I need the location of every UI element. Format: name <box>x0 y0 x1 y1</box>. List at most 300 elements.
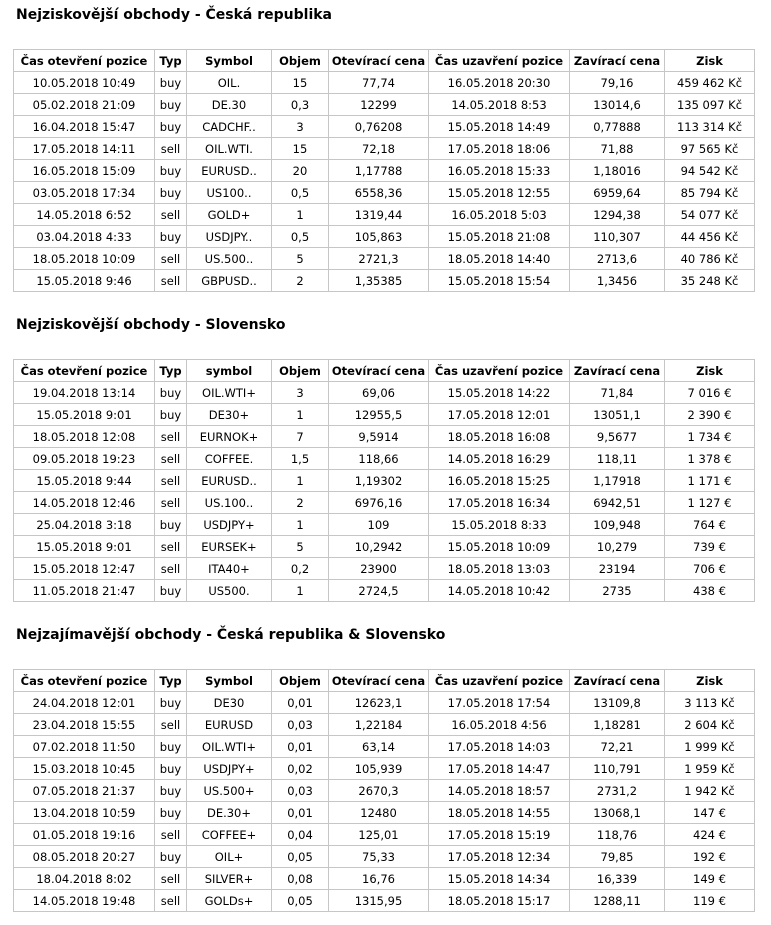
cell-profit: 706 € <box>665 558 755 580</box>
cell-profit: 764 € <box>665 514 755 536</box>
col-header-type: Typ <box>155 50 187 72</box>
cell-close-time: 14.05.2018 8:53 <box>429 94 570 116</box>
col-header-type: Typ <box>155 360 187 382</box>
col-header-close-time: Čas uzavření pozice <box>429 360 570 382</box>
cell-open-price: 69,06 <box>329 382 429 404</box>
cell-symbol: OIL+ <box>187 846 272 868</box>
cell-open-time: 09.05.2018 19:23 <box>14 448 155 470</box>
cell-open-time: 05.02.2018 21:09 <box>14 94 155 116</box>
cell-open-time: 07.05.2018 21:37 <box>14 780 155 802</box>
cell-close-time: 16.05.2018 15:25 <box>429 470 570 492</box>
trades-table-sk <box>13 359 755 602</box>
cell-volume: 5 <box>272 536 329 558</box>
cell-symbol: CADCHF.. <box>187 116 272 138</box>
trades-table-cz <box>13 49 755 292</box>
cell-profit: 1 127 € <box>665 492 755 514</box>
cell-close-time: 15.05.2018 10:09 <box>429 536 570 558</box>
cell-open-time: 16.04.2018 15:47 <box>14 116 155 138</box>
cell-open-price: 16,76 <box>329 868 429 890</box>
cell-symbol: EURSEK+ <box>187 536 272 558</box>
cell-close-time: 17.05.2018 12:34 <box>429 846 570 868</box>
section-title-sk: Nejziskovější obchody - Slovensko <box>16 317 286 333</box>
cell-open-time: 13.04.2018 10:59 <box>14 802 155 824</box>
cell-open-price: 105,863 <box>329 226 429 248</box>
table-row <box>14 558 755 580</box>
col-header-type: Typ <box>155 670 187 692</box>
cell-volume: 1 <box>272 580 329 602</box>
cell-close-price: 71,88 <box>570 138 665 160</box>
cell-type: sell <box>155 824 187 846</box>
cell-type: buy <box>155 382 187 404</box>
table-row <box>14 72 755 94</box>
cell-symbol: US.500.. <box>187 248 272 270</box>
cell-profit: 438 € <box>665 580 755 602</box>
cell-type: sell <box>155 536 187 558</box>
col-header-symbol: Symbol <box>187 670 272 692</box>
cell-profit: 35 248 Kč <box>665 270 755 292</box>
cell-open-price: 125,01 <box>329 824 429 846</box>
col-header-profit: Zisk <box>665 360 755 382</box>
cell-symbol: USDJPY+ <box>187 514 272 536</box>
table-row <box>14 514 755 536</box>
col-header-symbol: Symbol <box>187 50 272 72</box>
cell-close-price: 110,307 <box>570 226 665 248</box>
table-row <box>14 116 755 138</box>
cell-close-time: 17.05.2018 14:47 <box>429 758 570 780</box>
cell-symbol: COFFEE+ <box>187 824 272 846</box>
cell-open-price: 1,17788 <box>329 160 429 182</box>
cell-close-price: 71,84 <box>570 382 665 404</box>
cell-open-time: 15.05.2018 9:01 <box>14 536 155 558</box>
table-row <box>14 182 755 204</box>
cell-symbol: ITA40+ <box>187 558 272 580</box>
col-header-volume: Objem <box>272 50 329 72</box>
cell-volume: 5 <box>272 248 329 270</box>
table-row <box>14 780 755 802</box>
table-row <box>14 714 755 736</box>
cell-open-time: 16.05.2018 15:09 <box>14 160 155 182</box>
cell-close-price: 13014,6 <box>570 94 665 116</box>
cell-type: sell <box>155 270 187 292</box>
cell-type: sell <box>155 470 187 492</box>
cell-open-time: 08.05.2018 20:27 <box>14 846 155 868</box>
cell-profit: 94 542 Kč <box>665 160 755 182</box>
cell-close-price: 118,76 <box>570 824 665 846</box>
cell-close-price: 1,18281 <box>570 714 665 736</box>
cell-open-price: 118,66 <box>329 448 429 470</box>
cell-volume: 0,01 <box>272 692 329 714</box>
cell-volume: 0,2 <box>272 558 329 580</box>
cell-type: buy <box>155 758 187 780</box>
table-row <box>14 536 755 558</box>
cell-profit: 1 734 € <box>665 426 755 448</box>
cell-type: buy <box>155 182 187 204</box>
cell-type: buy <box>155 780 187 802</box>
cell-close-time: 15.05.2018 8:33 <box>429 514 570 536</box>
cell-symbol: DE30+ <box>187 404 272 426</box>
cell-symbol: EURUSD <box>187 714 272 736</box>
table-row <box>14 382 755 404</box>
cell-profit: 135 097 Kč <box>665 94 755 116</box>
cell-close-price: 79,85 <box>570 846 665 868</box>
cell-type: sell <box>155 138 187 160</box>
cell-close-time: 15.05.2018 14:49 <box>429 116 570 138</box>
cell-symbol: OIL. <box>187 72 272 94</box>
table-row <box>14 492 755 514</box>
cell-profit: 119 € <box>665 890 755 912</box>
cell-volume: 0,01 <box>272 802 329 824</box>
cell-open-price: 23900 <box>329 558 429 580</box>
cell-volume: 0,5 <box>272 182 329 204</box>
cell-symbol: COFFEE. <box>187 448 272 470</box>
cell-symbol: EURNOK+ <box>187 426 272 448</box>
cell-open-time: 14.05.2018 19:48 <box>14 890 155 912</box>
cell-symbol: SILVER+ <box>187 868 272 890</box>
cell-open-time: 23.04.2018 15:55 <box>14 714 155 736</box>
cell-close-price: 9,5677 <box>570 426 665 448</box>
cell-close-price: 23194 <box>570 558 665 580</box>
cell-close-price: 79,16 <box>570 72 665 94</box>
cell-close-time: 16.05.2018 20:30 <box>429 72 570 94</box>
cell-open-price: 0,76208 <box>329 116 429 138</box>
cell-close-time: 15.05.2018 14:34 <box>429 868 570 890</box>
cell-open-price: 12480 <box>329 802 429 824</box>
cell-close-price: 1,3456 <box>570 270 665 292</box>
table-row <box>14 248 755 270</box>
cell-symbol: OIL.WTI+ <box>187 736 272 758</box>
cell-symbol: US.100.. <box>187 492 272 514</box>
table-header-row <box>14 670 755 692</box>
section-title-cz-sk: Nejzajímavější obchody - Česká republika & Slovensko <box>16 627 446 643</box>
cell-symbol: OIL.WTI+ <box>187 382 272 404</box>
cell-volume: 1 <box>272 470 329 492</box>
cell-open-price: 1,22184 <box>329 714 429 736</box>
cell-profit: 1 171 € <box>665 470 755 492</box>
cell-type: buy <box>155 116 187 138</box>
cell-close-price: 2713,6 <box>570 248 665 270</box>
table-row <box>14 868 755 890</box>
cell-profit: 85 794 Kč <box>665 182 755 204</box>
cell-profit: 1 942 Kč <box>665 780 755 802</box>
cell-open-price: 1319,44 <box>329 204 429 226</box>
table-row <box>14 470 755 492</box>
cell-open-time: 18.04.2018 8:02 <box>14 868 155 890</box>
col-header-open-time: Čas otevření pozice <box>14 670 155 692</box>
cell-close-time: 15.05.2018 21:08 <box>429 226 570 248</box>
cell-volume: 1 <box>272 404 329 426</box>
cell-open-price: 10,2942 <box>329 536 429 558</box>
cell-open-time: 14.05.2018 12:46 <box>14 492 155 514</box>
cell-profit: 459 462 Kč <box>665 72 755 94</box>
cell-close-price: 1,17918 <box>570 470 665 492</box>
col-header-close-price: Zavírací cena <box>570 360 665 382</box>
col-header-open-price: Otevírací cena <box>329 50 429 72</box>
cell-type: sell <box>155 868 187 890</box>
cell-type: buy <box>155 94 187 116</box>
cell-close-price: 13051,1 <box>570 404 665 426</box>
cell-close-time: 18.05.2018 14:40 <box>429 248 570 270</box>
cell-type: buy <box>155 802 187 824</box>
cell-close-time: 14.05.2018 10:42 <box>429 580 570 602</box>
cell-volume: 0,5 <box>272 226 329 248</box>
cell-volume: 0,04 <box>272 824 329 846</box>
cell-type: sell <box>155 248 187 270</box>
cell-open-price: 72,18 <box>329 138 429 160</box>
table-row <box>14 270 755 292</box>
cell-type: buy <box>155 404 187 426</box>
cell-type: buy <box>155 736 187 758</box>
cell-open-time: 15.03.2018 10:45 <box>14 758 155 780</box>
cell-profit: 44 456 Kč <box>665 226 755 248</box>
cell-close-time: 15.05.2018 14:22 <box>429 382 570 404</box>
cell-profit: 3 113 Kč <box>665 692 755 714</box>
cell-close-time: 17.05.2018 12:01 <box>429 404 570 426</box>
col-header-close-price: Zavírací cena <box>570 670 665 692</box>
cell-type: buy <box>155 514 187 536</box>
cell-profit: 149 € <box>665 868 755 890</box>
cell-type: buy <box>155 72 187 94</box>
cell-open-price: 77,74 <box>329 72 429 94</box>
cell-open-time: 15.05.2018 9:46 <box>14 270 155 292</box>
cell-close-price: 6959,64 <box>570 182 665 204</box>
cell-volume: 3 <box>272 382 329 404</box>
cell-symbol: US.500+ <box>187 780 272 802</box>
cell-close-price: 1,18016 <box>570 160 665 182</box>
cell-profit: 7 016 € <box>665 382 755 404</box>
cell-volume: 3 <box>272 116 329 138</box>
cell-symbol: GOLDs+ <box>187 890 272 912</box>
cell-close-time: 15.05.2018 15:54 <box>429 270 570 292</box>
cell-close-price: 2731,2 <box>570 780 665 802</box>
cell-profit: 192 € <box>665 846 755 868</box>
cell-open-time: 19.04.2018 13:14 <box>14 382 155 404</box>
col-header-volume: Objem <box>272 670 329 692</box>
table-row <box>14 580 755 602</box>
cell-open-time: 25.04.2018 3:18 <box>14 514 155 536</box>
cell-open-price: 109 <box>329 514 429 536</box>
cell-volume: 0,05 <box>272 846 329 868</box>
cell-volume: 1,5 <box>272 448 329 470</box>
cell-volume: 2 <box>272 492 329 514</box>
cell-open-time: 14.05.2018 6:52 <box>14 204 155 226</box>
cell-volume: 0,01 <box>272 736 329 758</box>
cell-close-time: 18.05.2018 16:08 <box>429 426 570 448</box>
cell-type: buy <box>155 226 187 248</box>
cell-volume: 1 <box>272 514 329 536</box>
cell-volume: 15 <box>272 138 329 160</box>
cell-close-time: 17.05.2018 15:19 <box>429 824 570 846</box>
cell-symbol: EURUSD.. <box>187 470 272 492</box>
cell-close-time: 17.05.2018 18:06 <box>429 138 570 160</box>
cell-symbol: USDJPY+ <box>187 758 272 780</box>
cell-open-price: 63,14 <box>329 736 429 758</box>
cell-type: sell <box>155 714 187 736</box>
cell-close-time: 17.05.2018 14:03 <box>429 736 570 758</box>
cell-open-price: 12623,1 <box>329 692 429 714</box>
cell-close-price: 118,11 <box>570 448 665 470</box>
cell-open-price: 1315,95 <box>329 890 429 912</box>
cell-open-price: 12955,5 <box>329 404 429 426</box>
cell-close-time: 18.05.2018 13:03 <box>429 558 570 580</box>
cell-close-time: 15.05.2018 12:55 <box>429 182 570 204</box>
cell-open-time: 10.05.2018 10:49 <box>14 72 155 94</box>
table-row <box>14 692 755 714</box>
cell-symbol: US100.. <box>187 182 272 204</box>
cell-open-time: 01.05.2018 19:16 <box>14 824 155 846</box>
cell-type: sell <box>155 448 187 470</box>
table-row <box>14 448 755 470</box>
cell-open-price: 2670,3 <box>329 780 429 802</box>
col-header-profit: Zisk <box>665 50 755 72</box>
cell-open-price: 2724,5 <box>329 580 429 602</box>
cell-close-time: 14.05.2018 18:57 <box>429 780 570 802</box>
cell-open-price: 105,939 <box>329 758 429 780</box>
cell-symbol: OIL.WTI. <box>187 138 272 160</box>
cell-close-price: 0,77888 <box>570 116 665 138</box>
cell-close-time: 17.05.2018 17:54 <box>429 692 570 714</box>
cell-symbol: GBPUSD.. <box>187 270 272 292</box>
cell-open-time: 15.05.2018 9:44 <box>14 470 155 492</box>
cell-volume: 0,03 <box>272 780 329 802</box>
cell-close-time: 17.05.2018 16:34 <box>429 492 570 514</box>
cell-close-price: 2735 <box>570 580 665 602</box>
cell-profit: 40 786 Kč <box>665 248 755 270</box>
cell-open-time: 18.05.2018 12:08 <box>14 426 155 448</box>
cell-volume: 0,03 <box>272 714 329 736</box>
cell-close-time: 14.05.2018 16:29 <box>429 448 570 470</box>
col-header-close-time: Čas uzavření pozice <box>429 670 570 692</box>
cell-volume: 15 <box>272 72 329 94</box>
cell-symbol: EURUSD.. <box>187 160 272 182</box>
col-header-open-time: Čas otevření pozice <box>14 50 155 72</box>
cell-symbol: US500. <box>187 580 272 602</box>
cell-open-time: 11.05.2018 21:47 <box>14 580 155 602</box>
cell-close-time: 16.05.2018 5:03 <box>429 204 570 226</box>
cell-close-price: 1288,11 <box>570 890 665 912</box>
table-row <box>14 204 755 226</box>
cell-profit: 424 € <box>665 824 755 846</box>
trades-table-cz-sk <box>13 669 755 912</box>
col-header-close-time: Čas uzavření pozice <box>429 50 570 72</box>
cell-open-price: 1,35385 <box>329 270 429 292</box>
cell-volume: 20 <box>272 160 329 182</box>
cell-close-price: 10,279 <box>570 536 665 558</box>
table-row <box>14 426 755 448</box>
table-row <box>14 404 755 426</box>
col-header-volume: Objem <box>272 360 329 382</box>
cell-open-price: 9,5914 <box>329 426 429 448</box>
table-row <box>14 824 755 846</box>
col-header-open-price: Otevírací cena <box>329 360 429 382</box>
cell-type: buy <box>155 160 187 182</box>
cell-profit: 739 € <box>665 536 755 558</box>
cell-type: sell <box>155 890 187 912</box>
table-row <box>14 758 755 780</box>
table-row <box>14 226 755 248</box>
cell-profit: 2 604 Kč <box>665 714 755 736</box>
cell-profit: 2 390 € <box>665 404 755 426</box>
col-header-profit: Zisk <box>665 670 755 692</box>
col-header-symbol: symbol <box>187 360 272 382</box>
table-row <box>14 890 755 912</box>
cell-close-time: 18.05.2018 14:55 <box>429 802 570 824</box>
cell-type: sell <box>155 492 187 514</box>
cell-open-time: 15.05.2018 12:47 <box>14 558 155 580</box>
table-row <box>14 736 755 758</box>
col-header-open-price: Otevírací cena <box>329 670 429 692</box>
cell-open-time: 03.05.2018 17:34 <box>14 182 155 204</box>
cell-profit: 1 378 € <box>665 448 755 470</box>
cell-type: sell <box>155 426 187 448</box>
cell-open-price: 12299 <box>329 94 429 116</box>
cell-profit: 113 314 Kč <box>665 116 755 138</box>
table-row <box>14 802 755 824</box>
cell-type: buy <box>155 692 187 714</box>
cell-type: sell <box>155 558 187 580</box>
cell-profit: 1 959 Kč <box>665 758 755 780</box>
cell-open-time: 17.05.2018 14:11 <box>14 138 155 160</box>
cell-open-price: 6976,16 <box>329 492 429 514</box>
cell-type: buy <box>155 846 187 868</box>
cell-volume: 0,05 <box>272 890 329 912</box>
cell-type: sell <box>155 204 187 226</box>
cell-close-price: 110,791 <box>570 758 665 780</box>
cell-profit: 147 € <box>665 802 755 824</box>
cell-volume: 0,3 <box>272 94 329 116</box>
cell-volume: 7 <box>272 426 329 448</box>
cell-close-price: 13068,1 <box>570 802 665 824</box>
cell-open-price: 2721,3 <box>329 248 429 270</box>
cell-open-time: 18.05.2018 10:09 <box>14 248 155 270</box>
cell-close-price: 16,339 <box>570 868 665 890</box>
cell-symbol: DE.30 <box>187 94 272 116</box>
cell-profit: 1 999 Kč <box>665 736 755 758</box>
cell-open-price: 1,19302 <box>329 470 429 492</box>
cell-symbol: DE30 <box>187 692 272 714</box>
cell-symbol: GOLD+ <box>187 204 272 226</box>
cell-symbol: DE.30+ <box>187 802 272 824</box>
cell-volume: 2 <box>272 270 329 292</box>
table-row <box>14 160 755 182</box>
cell-close-time: 16.05.2018 4:56 <box>429 714 570 736</box>
table-row <box>14 94 755 116</box>
cell-volume: 1 <box>272 204 329 226</box>
cell-volume: 0,02 <box>272 758 329 780</box>
cell-close-price: 72,21 <box>570 736 665 758</box>
cell-open-time: 24.04.2018 12:01 <box>14 692 155 714</box>
section-title-cz: Nejziskovější obchody - Česká republika <box>16 7 332 23</box>
cell-symbol: USDJPY.. <box>187 226 272 248</box>
table-header-row <box>14 50 755 72</box>
cell-open-price: 6558,36 <box>329 182 429 204</box>
cell-close-time: 18.05.2018 15:17 <box>429 890 570 912</box>
cell-close-price: 109,948 <box>570 514 665 536</box>
cell-open-time: 03.04.2018 4:33 <box>14 226 155 248</box>
cell-open-price: 75,33 <box>329 846 429 868</box>
cell-close-price: 13109,8 <box>570 692 665 714</box>
cell-profit: 97 565 Kč <box>665 138 755 160</box>
col-header-close-price: Zavírací cena <box>570 50 665 72</box>
cell-open-time: 15.05.2018 9:01 <box>14 404 155 426</box>
col-header-open-time: Čas otevření pozice <box>14 360 155 382</box>
cell-close-time: 16.05.2018 15:33 <box>429 160 570 182</box>
table-row <box>14 846 755 868</box>
cell-close-price: 6942,51 <box>570 492 665 514</box>
table-row <box>14 138 755 160</box>
cell-profit: 54 077 Kč <box>665 204 755 226</box>
table-header-row <box>14 360 755 382</box>
cell-close-price: 1294,38 <box>570 204 665 226</box>
